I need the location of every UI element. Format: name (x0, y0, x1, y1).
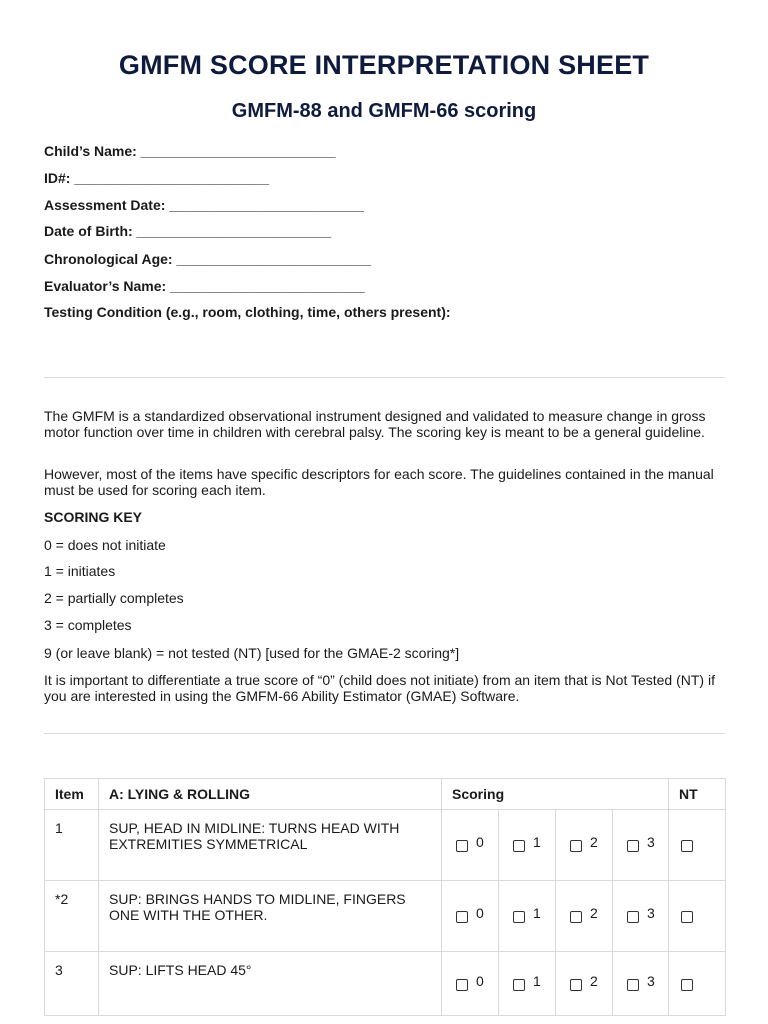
score-option[interactable] (613, 881, 669, 952)
item-number: 1 (45, 810, 99, 881)
score-label: 3 (647, 972, 655, 989)
testing-condition-field[interactable]: Testing Condition (e.g., room, clothing, time, others present): (44, 304, 451, 320)
checkbox-icon[interactable] (570, 911, 582, 923)
score-label: 0 (476, 905, 484, 921)
item-number: 3 (45, 952, 99, 1016)
score-label: 1 (533, 905, 541, 921)
score-label: 3 (647, 905, 655, 921)
not-tested-option[interactable] (669, 810, 726, 881)
item-number: *2 (45, 881, 99, 952)
intro-paragraph-2: However, most of the items have specific descriptors for each score. The guidelines contained in the manual must be used for scoring each item. (44, 466, 714, 498)
scoring-key-item: 3 = completes (44, 617, 132, 633)
scoring-table (44, 778, 726, 1016)
intro-paragraph-1: The GMFM is a standardized observational instrument designed and validated to measure change in gross motor function over time in children with cerebral palsy. The scoring key is meant to be a general guideline. (44, 408, 706, 440)
checkbox-icon[interactable] (570, 840, 582, 852)
item-description: SUP: LIFTS HEAD 45° (99, 952, 442, 1016)
date-of-birth-field[interactable]: Date of Birth: _________________________ (44, 223, 332, 239)
score-label: 3 (647, 834, 655, 850)
evaluators-name-field[interactable]: Evaluator’s Name: _________________________ (44, 278, 365, 294)
assessment-date-field[interactable]: Assessment Date: _________________________ (44, 197, 364, 213)
score-label: 2 (590, 972, 598, 989)
divider (44, 733, 725, 734)
not-tested-option[interactable] (669, 881, 726, 952)
score-option[interactable] (556, 952, 613, 1016)
score-label: 2 (590, 834, 598, 850)
scoring-key-item: 2 = partially completes (44, 590, 184, 606)
page-title: GMFM SCORE INTERPRETATION SHEET (118, 50, 650, 80)
checkbox-icon[interactable] (513, 911, 525, 923)
checkbox-icon[interactable] (513, 840, 525, 852)
score-option[interactable] (442, 881, 499, 952)
score-option[interactable] (442, 952, 499, 1016)
score-option[interactable] (499, 810, 556, 881)
checkbox-icon[interactable] (570, 979, 582, 991)
scoring-key-item: 1 = initiates (44, 563, 116, 579)
score-option[interactable] (613, 810, 669, 881)
scoring-key-heading: SCORING KEY (44, 509, 143, 525)
scoring-key-item: 9 (or leave blank) = not tested (NT) [used for the GMAE-2 scoring*] (44, 645, 460, 661)
id-field[interactable]: ID#: _________________________ (44, 170, 269, 186)
table-row (45, 810, 726, 881)
checkbox-icon[interactable] (456, 979, 468, 991)
score-label: 1 (533, 972, 541, 989)
childs-name-field[interactable]: Child’s Name: _________________________ (44, 143, 336, 159)
checkbox-icon[interactable] (456, 840, 468, 852)
table-header-row (45, 779, 726, 810)
item-description: SUP: BRINGS HANDS TO MIDLINE, FINGERS ONE WITH THE OTHER. (99, 881, 442, 952)
scoring-column-header: Scoring (442, 779, 669, 810)
score-option[interactable] (442, 810, 499, 881)
not-tested-option[interactable] (669, 952, 726, 1016)
score-label: 2 (590, 905, 598, 921)
checkbox-icon[interactable] (681, 840, 693, 852)
checkbox-icon[interactable] (681, 911, 693, 923)
item-column-header: Item (45, 779, 99, 810)
score-label: 0 (476, 972, 484, 989)
scoring-key-item: 0 = does not initiate (44, 537, 166, 553)
checkbox-icon[interactable] (513, 979, 525, 991)
checkbox-icon[interactable] (681, 979, 693, 991)
checkbox-icon[interactable] (627, 979, 639, 991)
checkbox-icon[interactable] (627, 840, 639, 852)
divider (44, 377, 725, 378)
scoring-key-note: It is important to differentiate a true score of “0” (child does not initiate) from an item that is Not Tested (NT) if you are interested in using the GMFM-66 Ability Estimator (GMAE) Software. (44, 672, 715, 704)
section-column-header: A: LYING & ROLLING (99, 779, 442, 810)
checkbox-icon[interactable] (627, 911, 639, 923)
score-option[interactable] (499, 881, 556, 952)
score-label: 1 (533, 834, 541, 850)
checkbox-icon[interactable] (456, 911, 468, 923)
table-row (45, 881, 726, 952)
nt-column-header: NT (669, 779, 726, 810)
score-option[interactable] (556, 810, 613, 881)
score-option[interactable] (556, 881, 613, 952)
chronological-age-field[interactable]: Chronological Age: _________________________ (44, 251, 372, 267)
score-option[interactable] (613, 952, 669, 1016)
page-subtitle: GMFM-88 and GMFM-66 scoring (231, 100, 537, 122)
table-row (45, 952, 726, 1016)
score-label: 0 (476, 834, 484, 850)
item-description: SUP, HEAD IN MIDLINE: TURNS HEAD WITH EXTREMITIES SYMMETRICAL (99, 810, 442, 881)
score-option[interactable] (499, 952, 556, 1016)
